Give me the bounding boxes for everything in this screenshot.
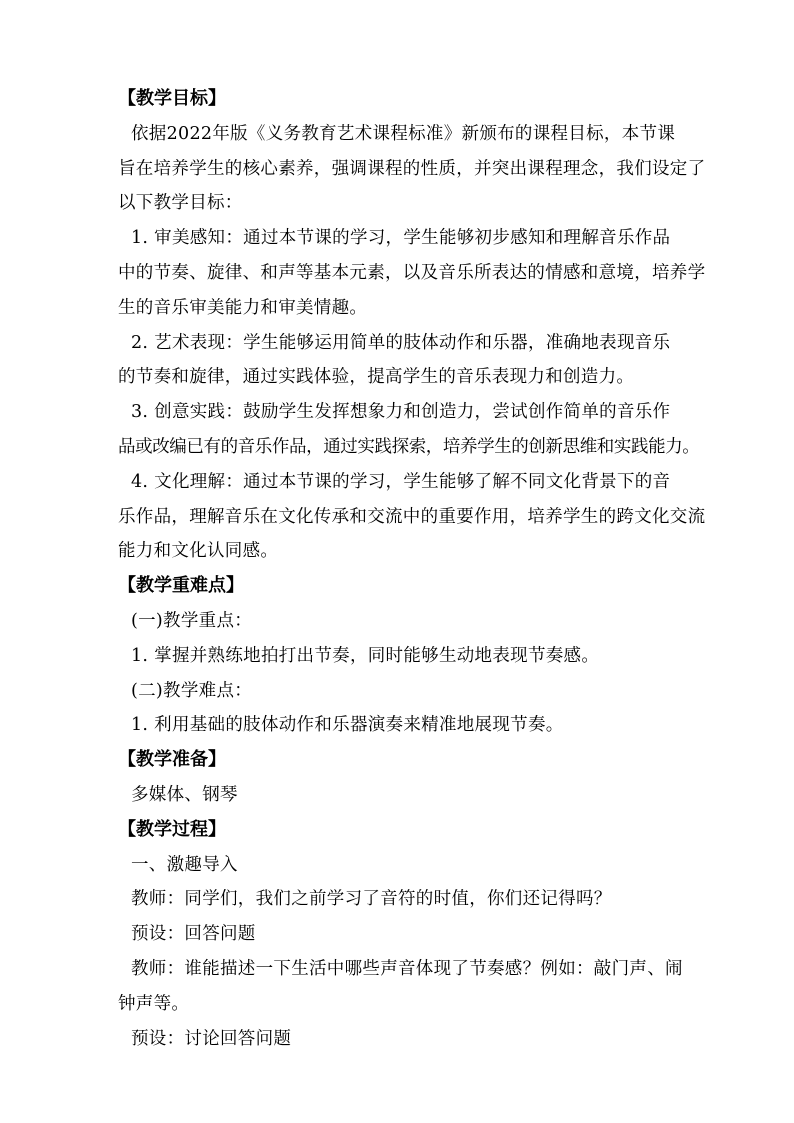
process-heading: 【教学过程】 <box>118 818 226 840</box>
process-line-3: 教师：谁能描述一下生活中哪些声音体现了节奏感？例如：敲门声、闹 <box>131 958 683 979</box>
goals-heading: 【教学目标】 <box>118 88 226 109</box>
goal-1-line-2: 中的节奏、旋律、和声等基本元素，以及音乐所表达的情感和意境，培养学 <box>118 262 706 283</box>
process-step-1: 一、激趣导入 <box>131 854 238 875</box>
goal-1-line-1: 1. 审美感知：通过本节课的学习，学生能够初步感知和理解音乐作品 <box>131 228 671 249</box>
process-line-4: 钟声等。 <box>118 993 190 1014</box>
goal-2-line-1: 2. 艺术表现：学生能够运用简单的肢体动作和乐器，准确地表现音乐 <box>131 332 671 353</box>
focus-item: 1. 掌握并熟练地拍打出节奏，同时能够生动地表现节奏感。 <box>131 645 600 666</box>
goals-intro-line-3: 以下教学目标： <box>118 193 243 214</box>
difficulty-label: (二)教学难点： <box>131 680 253 701</box>
focus-label: (一)教学重点： <box>131 610 253 631</box>
preparation-heading: 【教学准备】 <box>118 749 226 771</box>
document-body <box>118 82 708 1056</box>
goal-4-line-2: 乐作品，理解音乐在文化传承和交流中的重要作用，培养学生的跨文化交流 <box>118 506 706 527</box>
goal-3-line-1: 3. 创意实践：鼓励学生发挥想象力和创造力，尝试创作简单的音乐作 <box>131 402 671 423</box>
goals-intro-line-2: 旨在培养学生的核心素养，强调课程的性质，并突出课程理念，我们设定了 <box>118 158 706 179</box>
goal-2-line-2: 的节奏和旋律，通过实践体验，提高学生的音乐表现力和创造力。 <box>118 367 635 388</box>
goal-4-line-3: 能力和文化认同感。 <box>118 541 279 562</box>
keypoints-heading: 【教学重难点】 <box>118 575 244 597</box>
goals-intro-line-1: 依据2022年版《义务教育艺术课程标准》新颁布的课程目标，本节课 <box>131 123 676 144</box>
difficulty-item: 1. 利用基础的肢体动作和乐器演奏来精准地展现节奏。 <box>131 715 564 736</box>
process-line-2: 预设：回答问题 <box>131 924 256 945</box>
preparation-text: 多媒体、钢琴 <box>131 784 238 805</box>
goal-3-line-2: 品或改编已有的音乐作品，通过实践探索，培养学生的创新思维和实践能力。 <box>118 436 700 457</box>
process-line-5: 预设：讨论回答问题 <box>131 1028 292 1049</box>
process-line-1: 教师：同学们，我们之前学习了音符的时值，你们还记得吗？ <box>131 889 612 910</box>
goal-1-line-3: 生的音乐审美能力和审美情趣。 <box>118 297 368 318</box>
goal-4-line-1: 4. 文化理解：通过本节课的学习，学生能够了解不同文化背景下的音 <box>131 471 671 492</box>
